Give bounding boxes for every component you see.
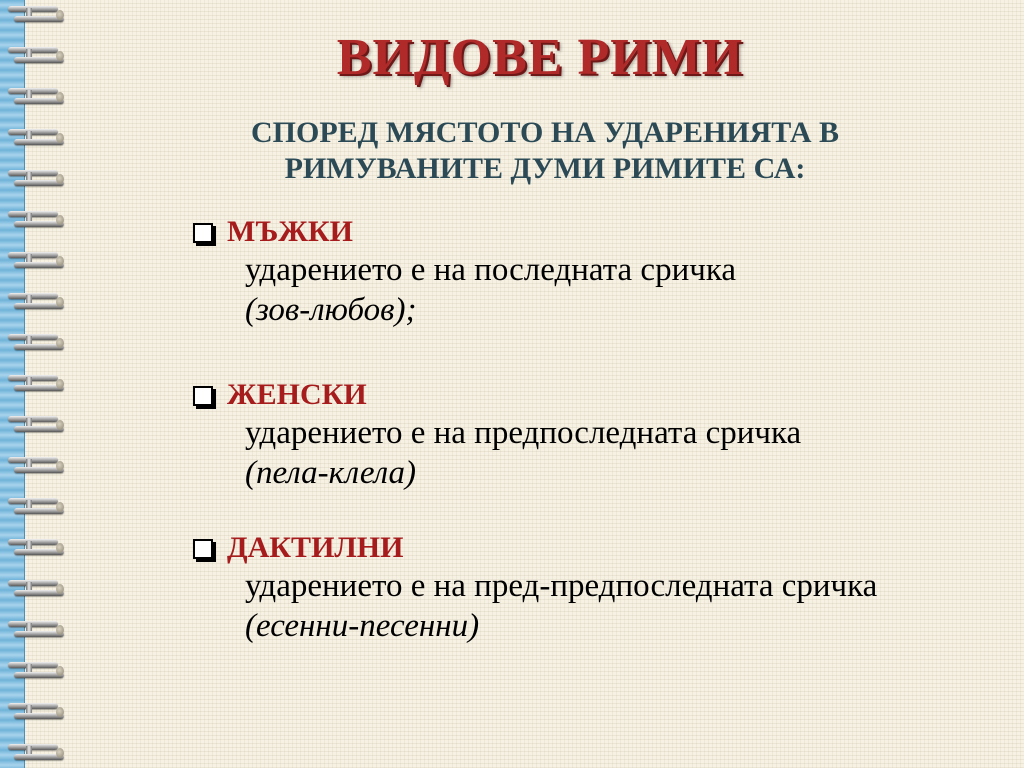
item-label: МЪЖКИ [227, 215, 354, 248]
list-item-masculine [193, 214, 1003, 330]
spiral-ring-icon [8, 209, 64, 231]
item-description: ударението е на пред-предпоследната сричка [245, 568, 878, 604]
item-heading [193, 214, 1003, 250]
spiral-ring-icon [8, 127, 64, 149]
spiral-ring-icon [8, 537, 64, 559]
item-heading [193, 377, 1003, 413]
item-label: ЖЕНСКИ [227, 378, 367, 411]
item-example: (зов-любов); [245, 292, 417, 328]
slide-subtitle [150, 115, 940, 187]
spiral-ring-icon [8, 168, 64, 190]
spiral-ring-icon [8, 4, 64, 26]
spiral-ring-icon [8, 701, 64, 723]
list-item-feminine [193, 377, 1003, 493]
spiral-ring-icon [8, 496, 64, 518]
subtitle-line-1: СПОРЕД МЯСТОТО НА УДАРЕНИЯТА В [250, 116, 839, 149]
item-example: (есенни-песенни) [245, 608, 480, 644]
spiral-binding [0, 0, 70, 768]
checkbox-bullet-icon [193, 223, 213, 243]
checkbox-bullet-icon [193, 539, 213, 559]
spiral-ring-icon [8, 250, 64, 272]
list-item-dactylic [193, 530, 1003, 646]
spiral-ring-icon [8, 742, 64, 764]
spiral-ring-icon [8, 332, 64, 354]
item-label: ДАКТИЛНИ [227, 531, 404, 564]
spiral-ring-icon [8, 291, 64, 313]
spiral-ring-icon [8, 578, 64, 600]
checkbox-bullet-icon [193, 386, 213, 406]
spiral-ring-icon [8, 373, 64, 395]
slide-title: ВИДОВЕ РИМИ [336, 29, 744, 86]
spiral-ring-icon [8, 660, 64, 682]
item-heading [193, 530, 1003, 566]
item-description: ударението е на предпоследната сричка [245, 415, 802, 451]
item-description: ударението е на последната сричка [245, 252, 737, 288]
subtitle-line-2: РИМУВАНИТЕ ДУМИ РИМИТЕ СА: [284, 152, 806, 185]
item-example: (пела-клела) [245, 455, 417, 491]
spiral-ring-icon [8, 619, 64, 641]
spiral-ring-icon [8, 414, 64, 436]
spiral-ring-icon [8, 455, 64, 477]
spiral-ring-icon [8, 86, 64, 108]
